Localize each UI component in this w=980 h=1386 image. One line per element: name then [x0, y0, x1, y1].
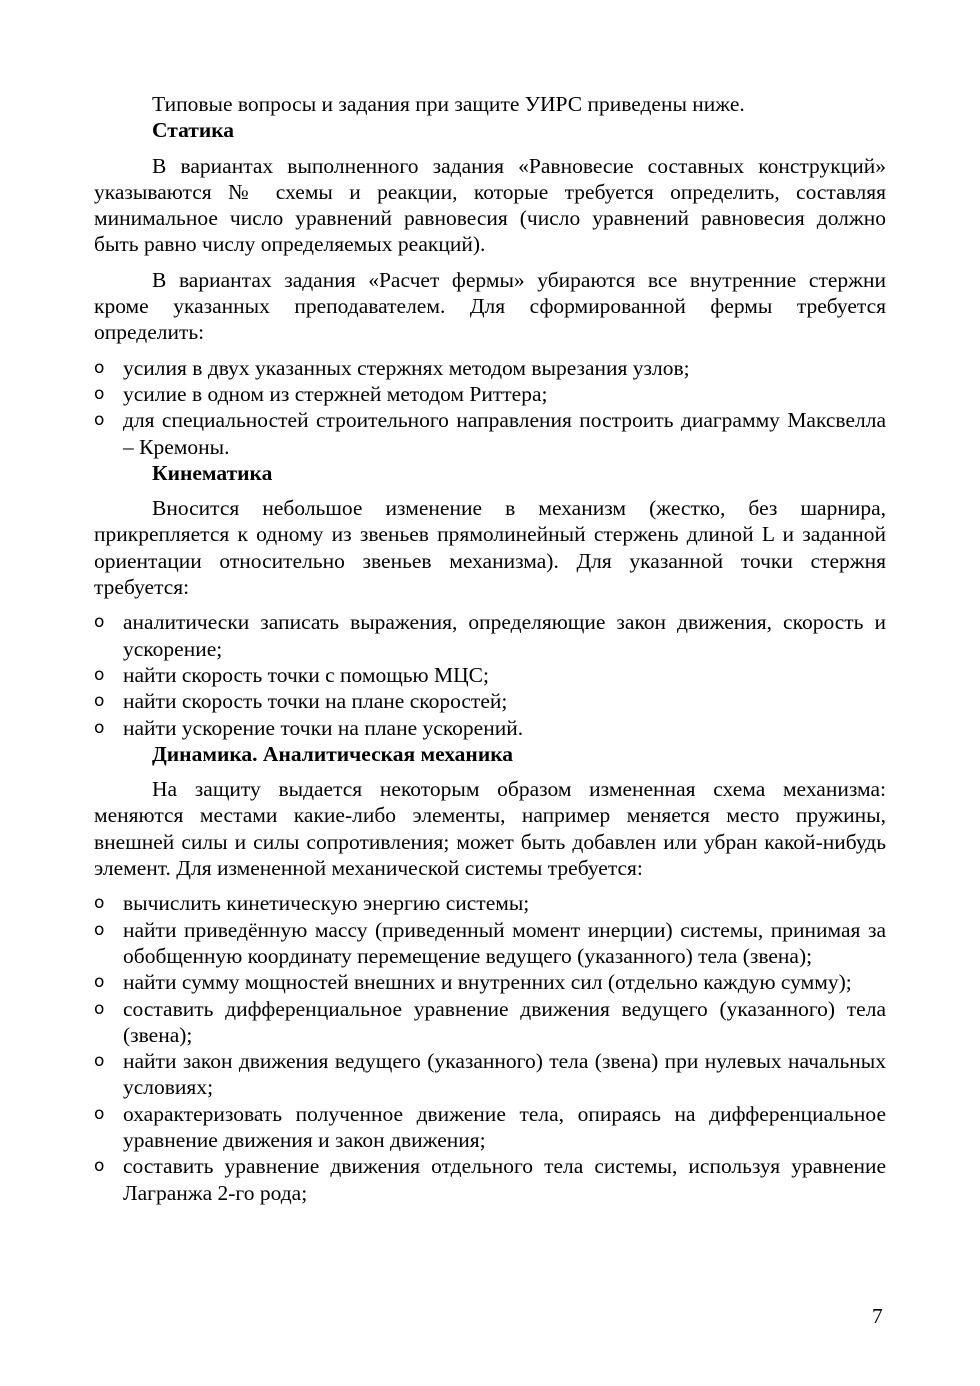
statics-paragraph-1: В вариантах выполненного задания «Равновесие составных конструкций» указываются № схемы и реакции, которые требуется определить, составляя минимальное число уравнений равновесия (число уравнений равновесия должно быть равно числу определяемых реакций). [94, 153, 886, 257]
bullet-circle-icon: o [94, 410, 105, 431]
bullet-circle-icon: o [94, 357, 105, 378]
list-item [94, 996, 886, 1049]
bullet-circle-icon: o [94, 383, 105, 404]
list-item-text: охарактеризовать полученное движение тела, опираясь на дифференциальное уравнение движения и закон движения; [123, 1101, 886, 1152]
dynamics-paragraph: На защиту выдается некоторым образом измененная схема механизма: меняются местами какие-либо элементы, например меняется место пружины, внешней силы и силы сопротивления; может быть добавлен или убран какой-нибудь элемент. Для измененной механической системы требуется: [94, 777, 886, 881]
list-item-text: найти скорость точки с помощью МЦС; [123, 662, 489, 687]
list-item [94, 688, 886, 714]
list-item-text: усилия в двух указанных стержнях методом вырезания узлов; [123, 355, 690, 380]
bullet-circle-icon: o [94, 998, 105, 1019]
bullet-circle-icon: o [94, 919, 105, 940]
list-item-text: найти ускорение точки на плане ускорений. [123, 715, 524, 740]
list-item-text: аналитически записать выражения, определяющие закон движения, скорость и ускорение; [123, 610, 886, 661]
kinematics-heading: Кинематика [152, 460, 273, 485]
dynamics-heading: Динамика. Аналитическая механика [152, 741, 514, 766]
statics-heading: Статика [152, 118, 235, 143]
intro-paragraph: Типовые вопросы и задания при защите УИРС приведены ниже. [152, 92, 745, 116]
list-item-text: найти закон движения ведущего (указанного) тела (звена) при нулевых начальных условиях; [123, 1049, 886, 1100]
list-item [94, 1101, 886, 1154]
list-item-text: найти сумму мощностей внешних и внутренних сил (отдельно каждую сумму); [123, 970, 852, 995]
list-item [94, 890, 886, 916]
bullet-circle-icon: o [94, 691, 105, 712]
list-item [94, 715, 886, 741]
bullet-circle-icon: o [94, 717, 105, 738]
list-item [94, 381, 886, 407]
list-item [94, 969, 886, 995]
bullet-circle-icon: o [94, 664, 105, 685]
list-item [94, 662, 886, 688]
bullet-circle-icon: o [94, 893, 105, 914]
kinematics-paragraph: Вносится небольшое изменение в механизм (жестко, без шарнира, прикрепляется к одному из звеньев прямолинейный стержень длиной L и заданной ориентации относительно звеньев механизма). Для указанной точки стержня требуется: [94, 496, 886, 600]
document-page [94, 91, 886, 1206]
list-item-text: найти приведённую массу (приведенный момент инерции) системы, принимая за обобщенную координату перемещение ведущего (указанного) тела (звена); [123, 917, 886, 968]
bullet-circle-icon: o [94, 1051, 105, 1072]
list-item-text: усилие в одном из стержней методом Риттера; [123, 381, 548, 406]
statics-paragraph-2: В вариантах задания «Расчет фермы» убираются все внутренние стержни кроме указанных преподавателем. Для сформированной фермы требуется определить: [94, 267, 886, 345]
list-item [94, 609, 886, 662]
page-number: 7 [872, 1304, 883, 1328]
bullet-circle-icon: o [94, 1103, 105, 1124]
kinematics-task-list [94, 609, 886, 740]
list-item-text: найти скорость точки на плане скоростей; [123, 689, 508, 714]
list-item [94, 1153, 886, 1206]
dynamics-task-list [94, 890, 886, 1206]
list-item-text: составить уравнение движения отдельного тела системы, используя уравнение Лагранжа 2-го рода; [123, 1154, 886, 1205]
bullet-circle-icon: o [94, 972, 105, 993]
list-item [94, 355, 886, 381]
list-item-text: вычислить кинетическую энергию системы; [123, 891, 530, 916]
list-item [94, 407, 886, 460]
bullet-circle-icon: o [94, 612, 105, 633]
bullet-circle-icon: o [94, 1156, 105, 1177]
list-item-text: составить дифференциальное уравнение движения ведущего (указанного) тела (звена); [123, 996, 886, 1047]
list-item [94, 917, 886, 970]
list-item [94, 1048, 886, 1101]
statics-task-list [94, 355, 886, 460]
list-item-text: для специальностей строительного направления построить диаграмму Максвелла – Кремоны. [123, 408, 886, 459]
